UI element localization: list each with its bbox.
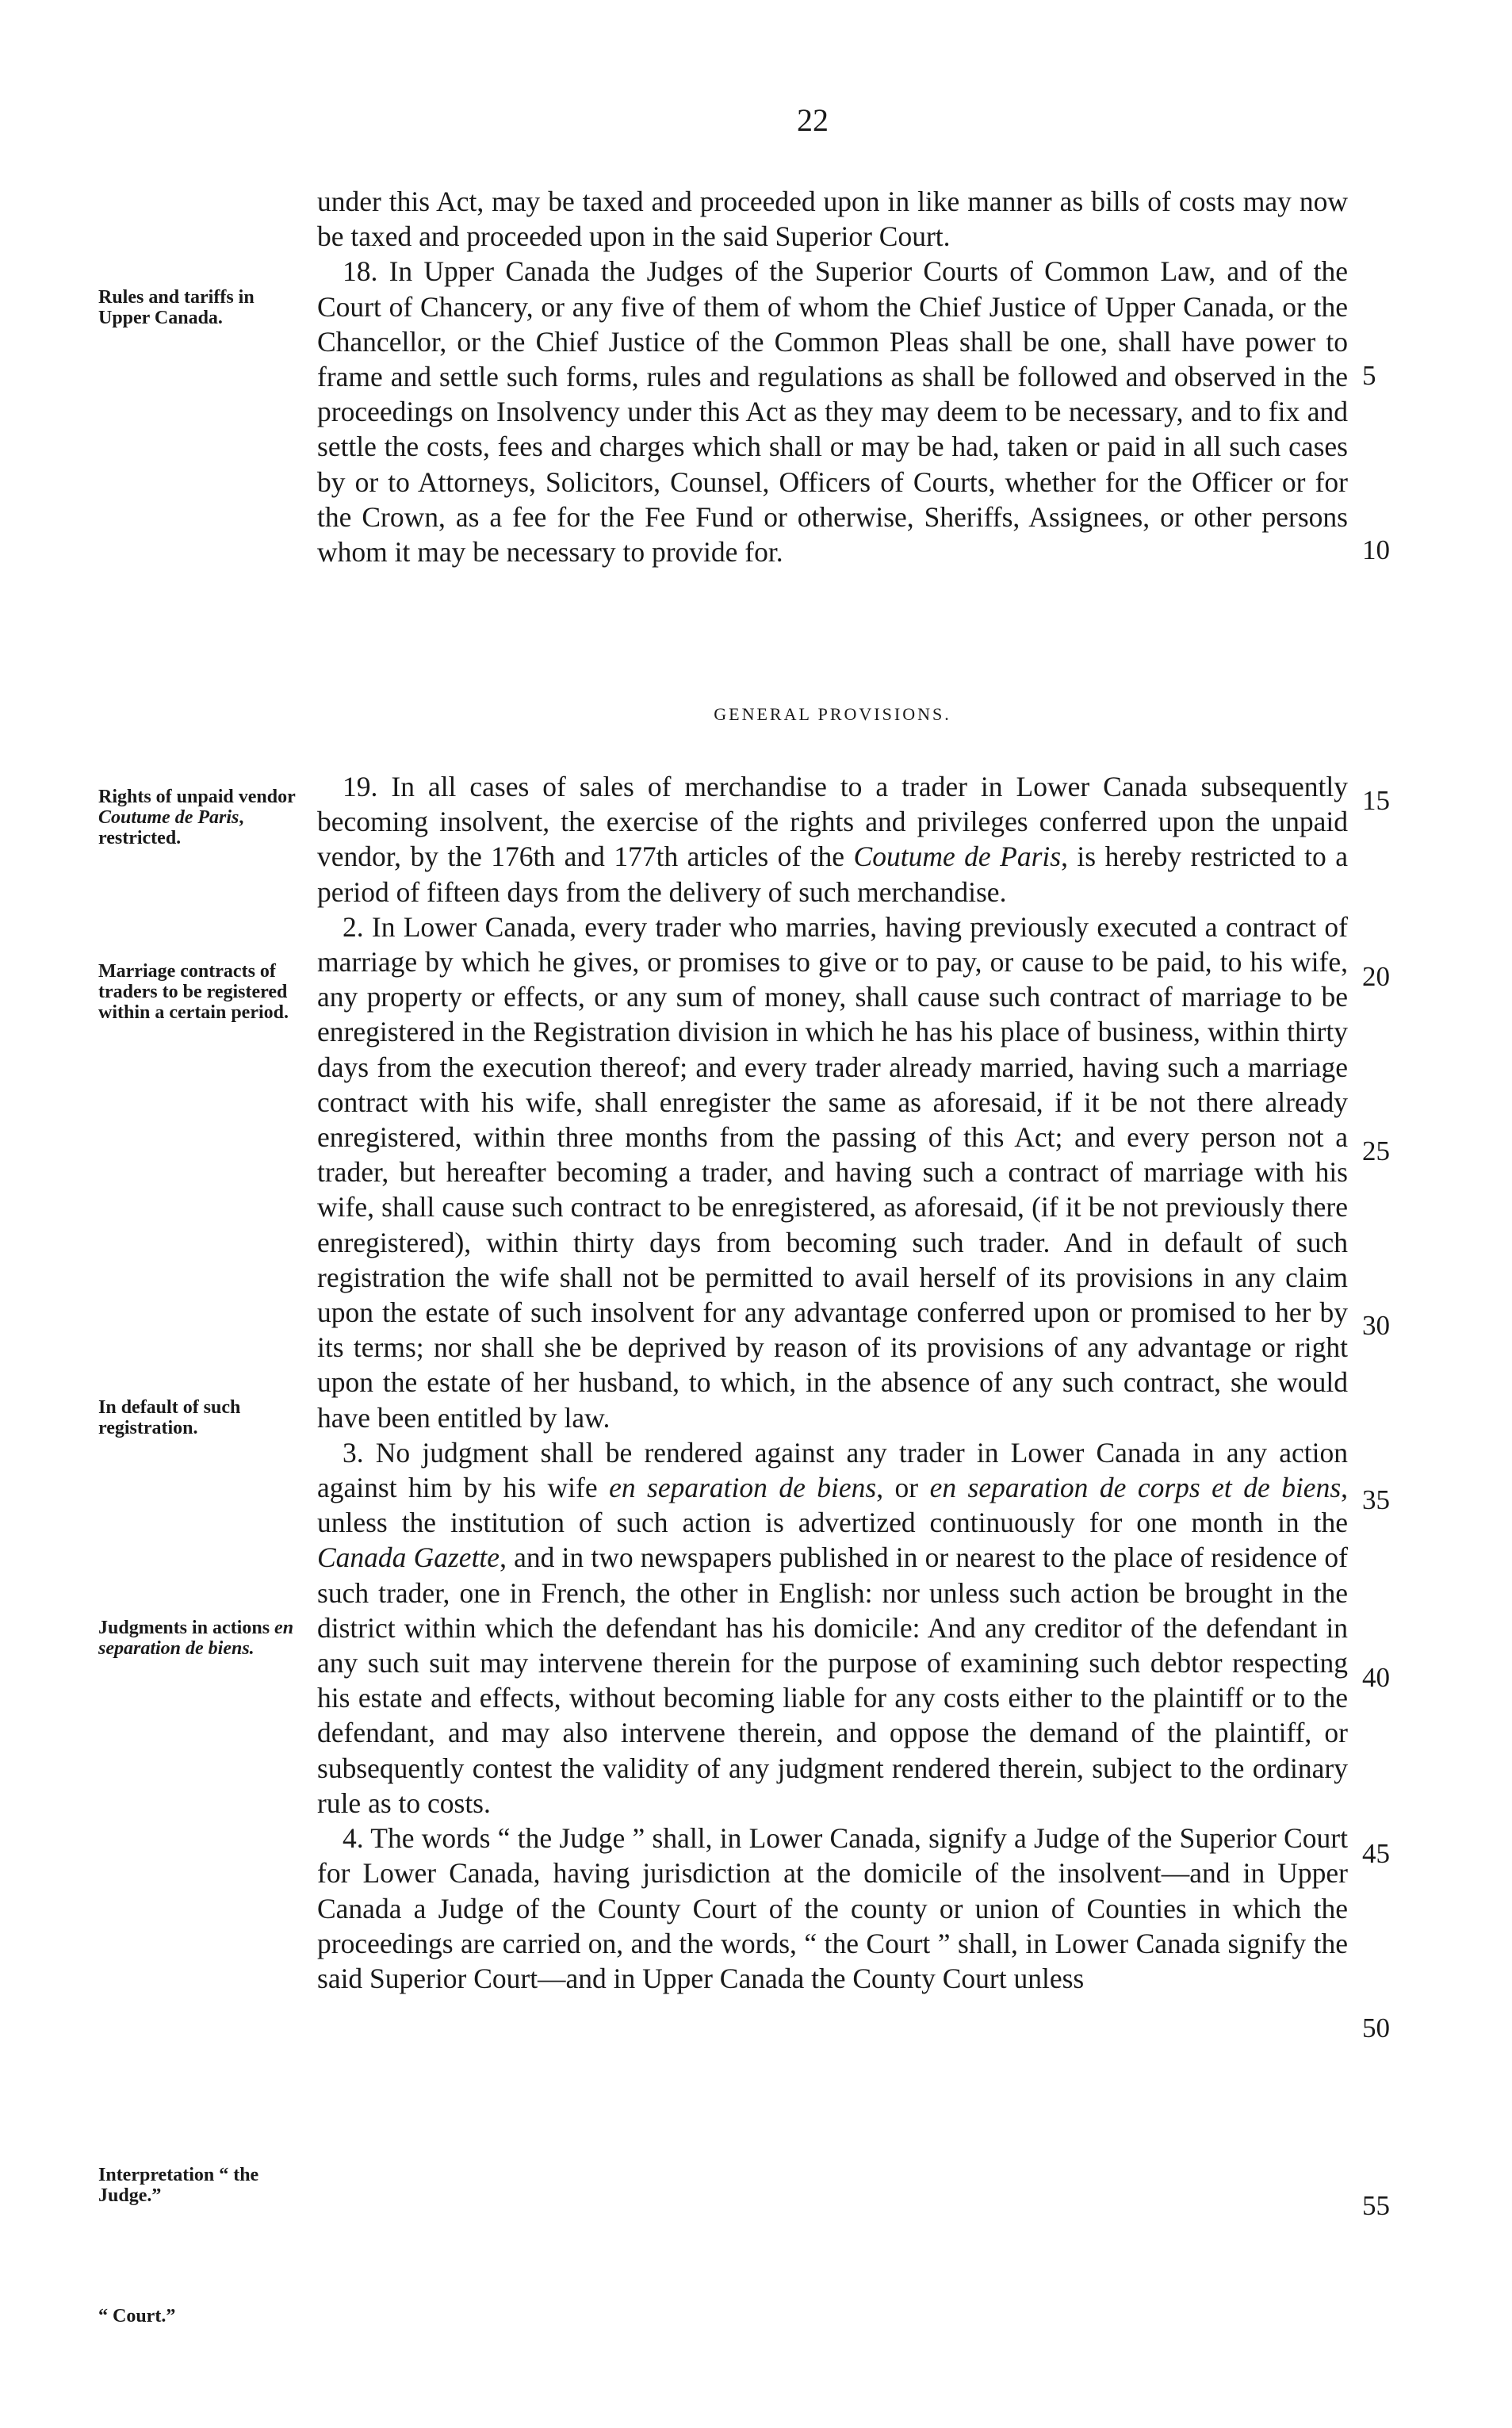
line-number: 35 xyxy=(1362,1484,1390,1515)
line-number: 50 xyxy=(1362,2012,1390,2043)
line-number: 10 xyxy=(1362,534,1390,565)
text-block-upper xyxy=(317,184,1348,569)
margin-note-judgments-a: Judgments in actions xyxy=(98,1618,275,1638)
line-number: 55 xyxy=(1362,2190,1390,2221)
paragraph-19-italic: Coutume de Paris xyxy=(853,841,1062,873)
line-number: 25 xyxy=(1362,1135,1390,1166)
line-number: 15 xyxy=(1362,785,1390,816)
text-block-lower xyxy=(317,769,1348,1996)
line-number: 45 xyxy=(1362,1838,1390,1869)
margin-note-marriage: Marriage contracts of traders to be registered within a certain period. xyxy=(98,961,289,1023)
margin-note-rights-a: Rights of unpaid vendor xyxy=(98,787,296,807)
paragraph-19-text-c: , is hereby restricted to a period of fifteen days from the delivery of such merchandise. xyxy=(317,841,1349,908)
margin-note-judgments xyxy=(98,1618,300,1659)
paragraph-19-text-a: 19. In all cases of sales of merchandise to a trader in Lower Canada subsequently becoming insolvent, the exercise of the rights and privileges conferred upon the unpaid vendor, by the 176th and 177th articles of the xyxy=(317,771,1348,873)
paragraph-3-text-e: , unless the institution of such action is advertized continuously for one month in the xyxy=(317,1472,1349,1539)
margin-note-judgments-italic: en separation de biens. xyxy=(98,1618,294,1659)
line-number: 20 xyxy=(1362,961,1390,992)
margin-note-rights-c: , restricted. xyxy=(98,807,244,848)
page-number: 22 xyxy=(797,102,829,138)
paragraph-19 xyxy=(317,769,1348,910)
margin-note-default: In default of such registration. xyxy=(98,1397,241,1438)
margin-note-court: “ Court.” xyxy=(98,2306,176,2327)
line-number: 30 xyxy=(1362,1310,1390,1341)
paragraph-3-text-a: 3. No judgment shall be rendered against any trader in Lower Canada in any action against him by his wife xyxy=(317,1436,1348,1504)
paragraph-3-text-g: , and in two newspapers published in or nearest to the place of residence of such trader, one in French, the other in English: nor unless such action be brought in the district within which the defendant has his domicile: And any creditor of the defendant in any such suit may intervene therein for the purpose of examining such debtor respecting his estate and effects, without becoming liable for any costs either to the plaintiff or to the defendant, and may also intervene therein, and oppose the demand of the plaintiff, or subsequently contest the validity of any judgment rendered therein, subject to the ordinary rule as to costs. xyxy=(317,1541,1348,1819)
paragraph-2: 2. In Lower Canada, every trader who marries, having previously executed a contract of marriage by which he gives, or promises to give or to pay, or cause to be paid, to his wife, any property or effects, or any sum of money, shall cause such contract of marriage to be enregistered in the Registration division in which he has his place of business, within thirty days from the execution thereof; and every trader already married, having such a marriage contract with his wife, shall enregister the same as aforesaid, if it be not there already enregistered, within three months from the passing of this Act; and every person not a trader, but hereafter becoming a trader, and having such a contract of marriage with his wife, shall cause such contract to be enregistered, as aforesaid, (if it be not previously there enregistered), within thirty days from becoming such trader. And in default of such registration the wife shall not be permitted to avail herself of its provisions in any claim upon the estate of such insolvent for any advantage conferred upon or promised to her by its terms; nor shall she be deprived by reason of its provisions of any advantage or right upon the estate of her husband, to which, in the absence of any such contract, she would have been entitled by law. xyxy=(317,910,1348,1434)
margin-note-rules: Rules and tariffs in Upper Canada. xyxy=(98,287,255,328)
paragraph-3-text-c: , or xyxy=(876,1472,930,1504)
margin-note-interpretation: Interpretation “ the Judge.” xyxy=(98,2165,259,2206)
paragraph-3-italic-b: en separation de biens xyxy=(609,1472,877,1504)
paragraph-18: 18. In Upper Canada the Judges of the Superior Courts of Common Law, and of the Court of Chancery, or any five of them of whom the Chief Justice of Upper Canada, or the Chancellor, or the Chief Justice of the Common Pleas shall be one, shall have power to frame and settle such forms, rules and regulations as shall be followed and observed in the proceedings on Insolvency under this Act as they may deem to be necessary, and to fix and settle the costs, fees and charges which shall or may be had, taken or paid in all such cases by or to Attorneys, Solicitors, Counsel, Officers of Courts, whether for the Officer or for the Crown, as a fee for the Fee Fund or otherwise, Sheriffs, Assignees, or other persons whom it may be necessary to provide for. xyxy=(317,255,1348,569)
paragraph-intro: under this Act, may be taxed and proceeded upon in like manner as bills of costs may now be taxed and proceeded upon in the said Superior Court. xyxy=(317,186,1348,253)
paragraph-3-italic-d: en separation de corps et de biens xyxy=(929,1472,1342,1504)
margin-note-rights xyxy=(98,787,300,848)
paragraph-3-italic-f: Canada Gazette xyxy=(317,1541,500,1574)
paragraph-4: 4. The words “ the Judge ” shall, in Lower Canada, signify a Judge of the Superior Court for Lower Canada, having jurisdiction at the domicile of the insolvent—and in Upper Canada a Judge of the County Court of the county or union of Counties in which the proceedings are carried on, and the words, “ the Court ” shall, in Lower Canada signify the said Superior Court—and in Upper Canada the County Court unless xyxy=(317,1822,1348,1994)
margin-note-rights-italic: Coutume de Paris xyxy=(98,807,239,828)
line-number: 40 xyxy=(1362,1662,1390,1693)
section-heading: GENERAL PROVISIONS. xyxy=(714,704,951,724)
paragraph-3 xyxy=(317,1435,1348,1821)
line-number: 5 xyxy=(1362,360,1376,391)
